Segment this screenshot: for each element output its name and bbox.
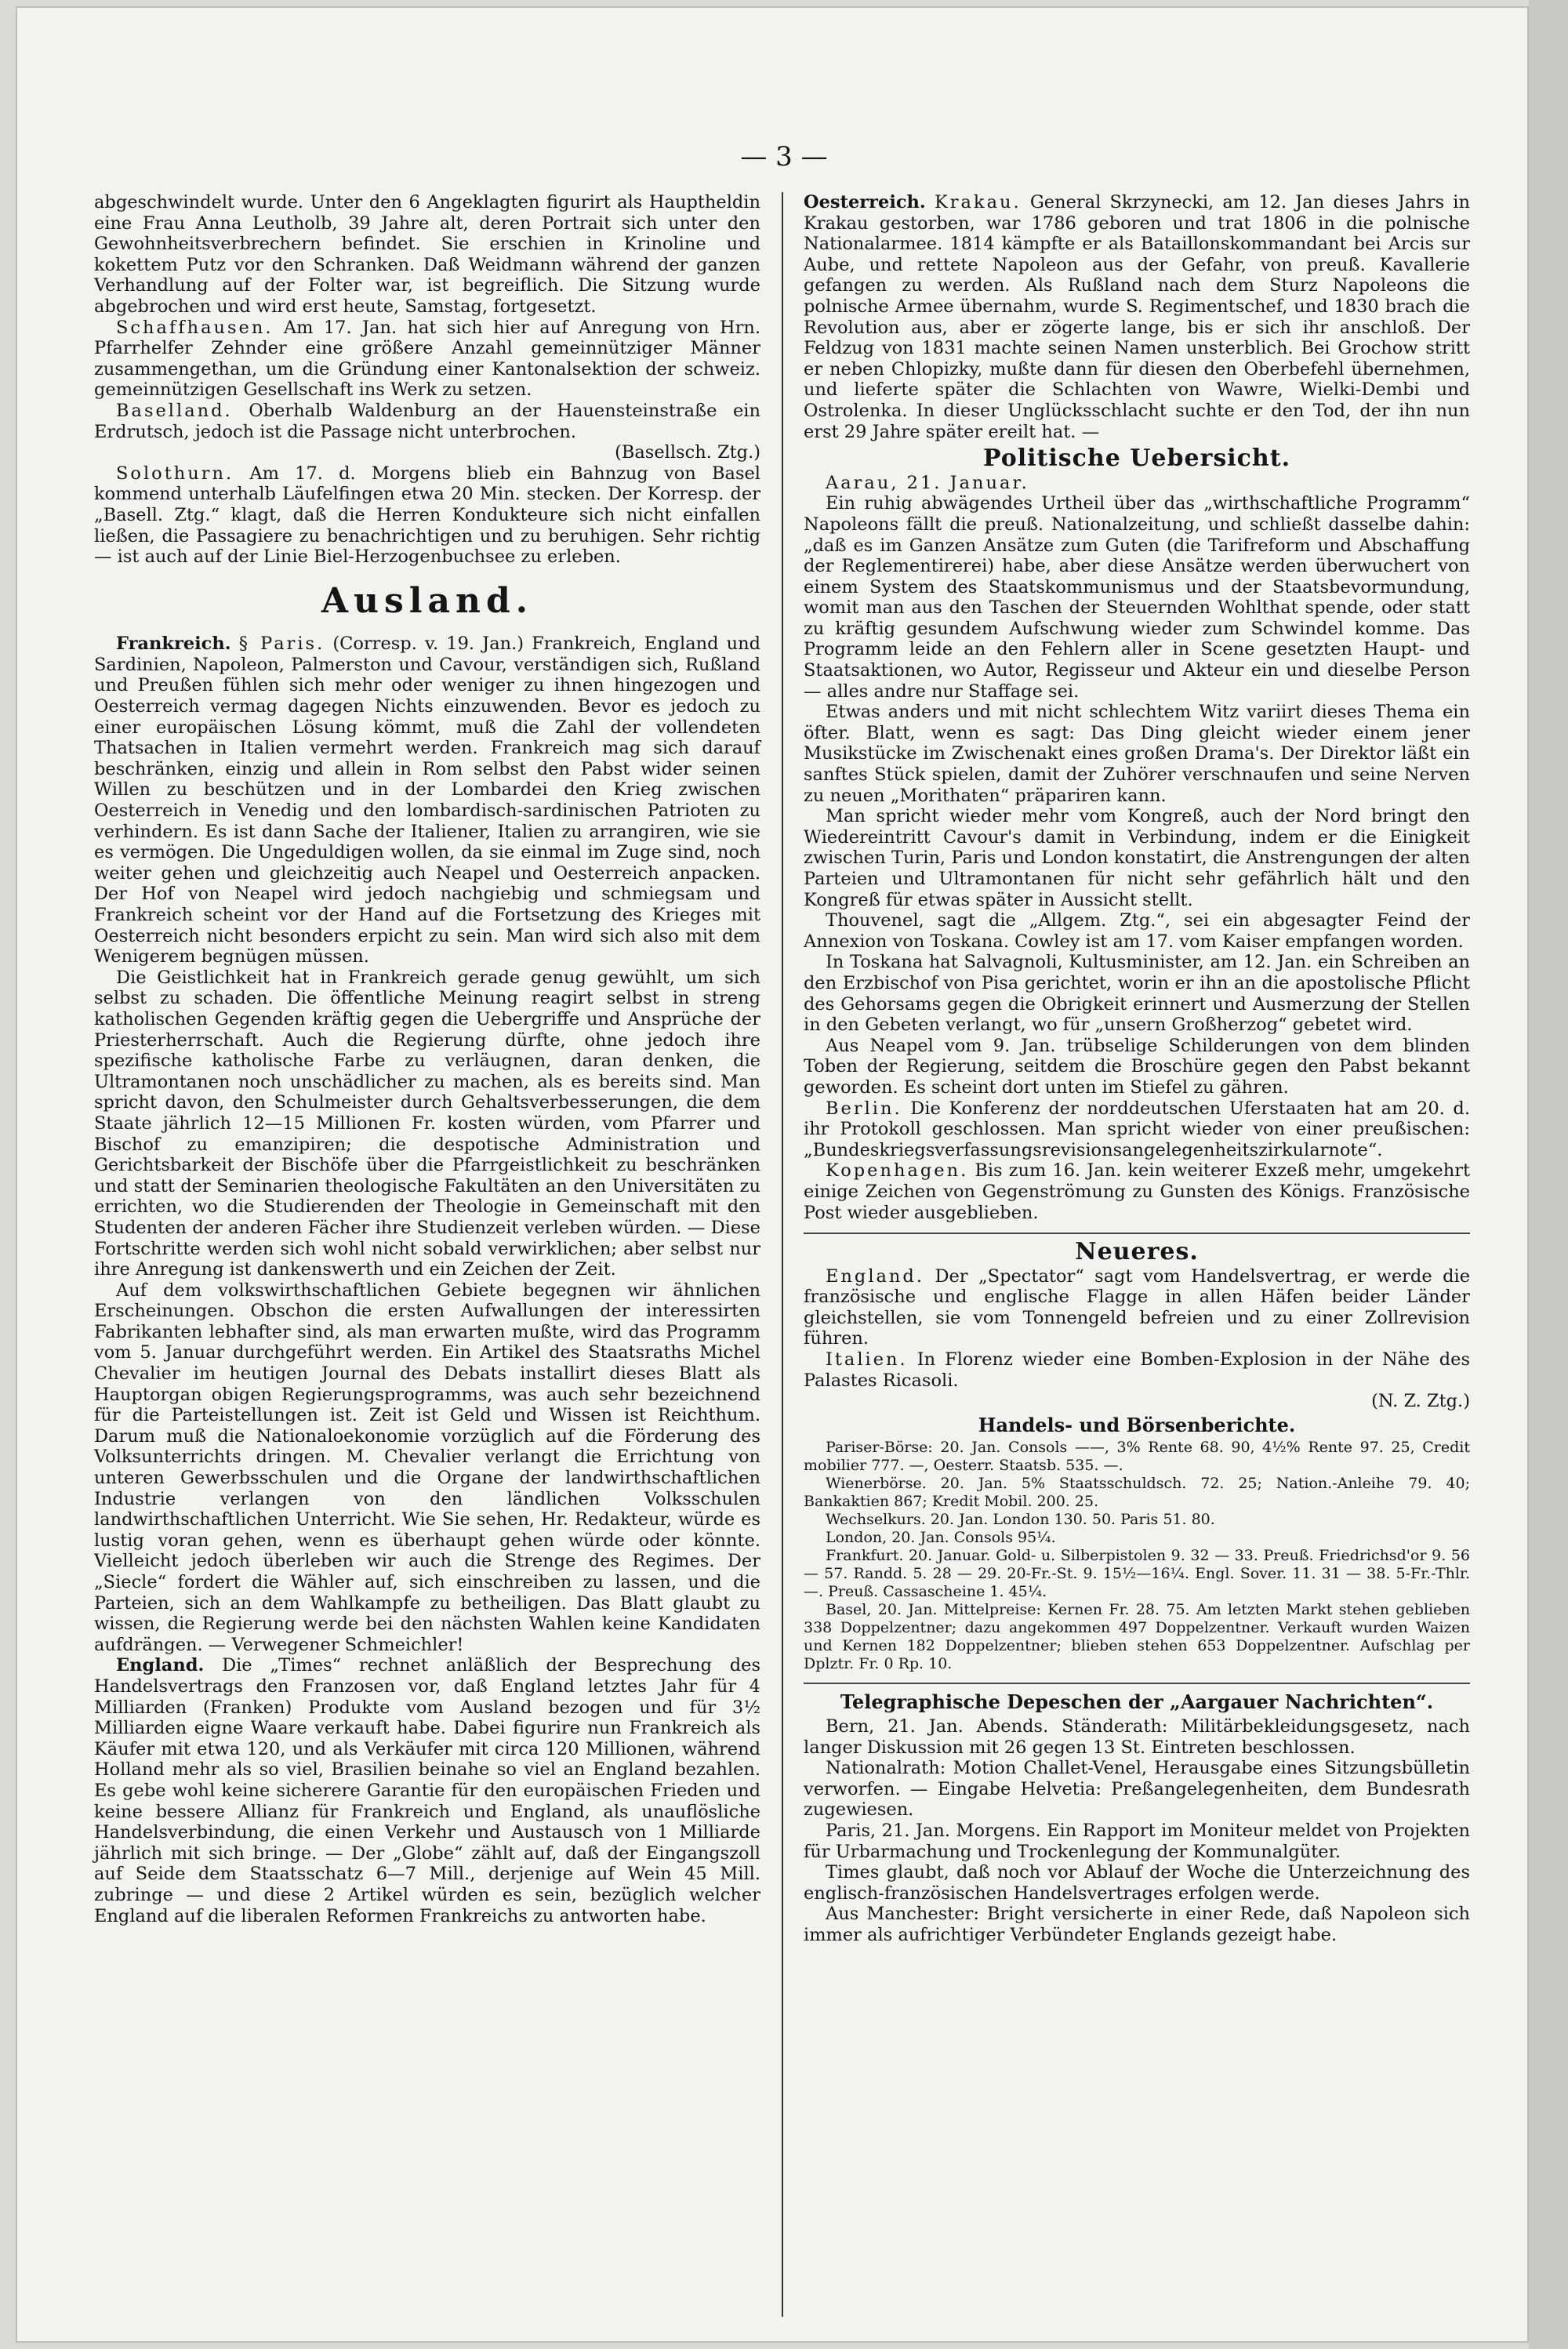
- source-attribution: (Basellsch. Ztg.): [615, 442, 760, 463]
- article-paragraph: Thouvenel, sagt die „Allgem. Ztg.“, sei ein abgesagter Feind der Annexion von Toskana. Cowley ist am 17. vom Kaiser empfangen worden.: [804, 910, 1470, 952]
- telegram: Aus Manchester: Bright versicherte in einer Rede, daß Napoleon sich immer als aufrichtiger Verbündeter Englands gezeigt habe.: [804, 1904, 1470, 1945]
- article-neu-england: [804, 1266, 1470, 1349]
- article-text: Am 17. Jan. hat sich hier auf Anregung von Hrn. Pfarrhelfer Zehnder eine größere Anzahl gemeinnütziger Männer zusammengethan, um die Gründung einer Kantonalsektion der schweiz. gemeinnützigen Gesellschaft ins Werk zu setzen.: [94, 317, 761, 401]
- market-report-frankfurt: Frankfurt. 20. Januar. Gold- u. Silberpistolen 9. 32 — 33. Preuß. Friedrichsd'or 9. 56 — 57. Randd. 5. 28 — 29. 20-Fr.-St. 9. 15½—16¼. Engl. Sover. 11. 31 — 38. 5-Fr.-Thlr. —. Preuß. Cassascheine 1. 45¼.: [804, 1547, 1470, 1601]
- article-schaffhausen: [94, 318, 760, 401]
- article-solothurn: [94, 463, 760, 568]
- market-report-wien: Wienerbörse. 20. Jan. 5% Staatsschuldsch. 72. 25; Nation.-Anleihe 79. 40; Bankaktien 867; Kredit Mobil. 200. 25.: [804, 1475, 1470, 1511]
- section-heading-politische: Politische Uebersicht.: [982, 445, 1291, 473]
- market-report-wechsel: Wechselkurs. 20. Jan. London 130. 50. Paris 51. 80.: [826, 1511, 1215, 1529]
- article-text: Die Konferenz der norddeutschen Uferstaaten hat am 20. d. ihr Protokoll geschlossen. Man spricht wieder von einer preußischen: „Bundeskriegsverfassungsrevisionsangelegenheitszirkularnote“.: [804, 1098, 1470, 1160]
- article-kopenhagen: [804, 1160, 1470, 1223]
- article-paragraph: Ein ruhig abwägendes Urtheil über das „wirthschaftliche Programm“ Napoleons fällt die preuß. Nationalzeitung, und schließt dasselbe dahin: „daß es im Ganzen Ansätze zum Guten (die Tarifreform und Abschaffung der Reglementirerei) habe, aber diese Ansätze werden überwuchert von einem System des Staatskommunismus und der Staatsbevormundung, womit man aus den Taschen der Steuernden Wohlthat spende, oder statt zu kräftig gesundem Aufschwung wieder zum Schwindel komme. Das Programm leide an den Fehlern aller in Scene gesetzten Haupt- und Staatsaktionen, wo Autor, Regisseur und Akteur ein und dieselbe Person — alles andre nur Staffage sei.: [804, 493, 1470, 702]
- right-column: [804, 192, 1470, 1946]
- section-heading-ausland: Ausland.: [321, 580, 534, 621]
- article-text: Der „Spectator“ sagt vom Handelsvertrag, er werde die französische und englische Flagge in allen Häfen beider Länder gleichstellen, sie vom Tonnengeld befreien und zu einer Zollrevision führen.: [804, 1265, 1471, 1349]
- article-neu-italien: [804, 1349, 1470, 1391]
- article-text: Am 17. d. Morgens blieb ein Bahnzug von Basel kommend unterhalb Läufelfingen etwa 20 Min. stecken. Der Korresp. der „Basell. Ztg.“ klagt, daß die Herren Kondukteure sich nicht einfallen ließen, die Passagiere zu benachrichtigen und zu beruhigen. Sehr richtig — ist auch auf der Linie Biel-Herzogenbuchsee zu erleben.: [94, 463, 761, 568]
- section-divider: [804, 1683, 1470, 1684]
- place-name: Kopenhagen.: [826, 1160, 969, 1182]
- article-paragraph: Auf dem volkswirthschaftlichen Gebiete begegnen wir ähnlichen Erscheinungen. Obschon die ersten Aufwallungen der interessirten Fabrikanten lebhafter sind, als man erwarten mußte, wird das Programm vom 5. Januar durchgeführt werden. Ein Artikel des Staatsraths Michel Chevalier im heutigen Journal des Debats installirt dieses Blatt als Hauptorgan obigen Regierungsprogramms, was auch sehr bezeichnend für die Parteistellungen ist. Zeit ist Geld und Wissen ist Reichthum. Darum muß die Nationaloekonomie vorzüglich auf die Förderung des Volksunterrichts dringen. M. Chevalier verlangt die Errichtung von unteren Gewerbsschulen und die Organe der landwirthschaftlichen Industrie verlangen von den ländlichen Volksschulen landwirthschaftlichen Unterricht. Wie Sie sehen, Hr. Redakteur, würde es lustig voran gehen, wenn es überhaupt gehen würde oder könnte. Vielleicht jedoch überleben wir auch die Strenge des Regimes. Der „Siecle“ fordert die Wähler auf, sich einschreiben zu lassen, und die Parteien, sich an dem Wahlkampfe zu betheiligen. Das Blatt glaubt zu wissen, die Regierung werde bei den nächsten Wahlen keine Kandidaten aufdrängen. — Verwegener Schmeichler!: [94, 1280, 760, 1655]
- article-berlin: [804, 1098, 1470, 1161]
- telegram: Bern, 21. Jan. Abends. Ständerath: Militärbekleidungsgesetz, nach langer Diskussion mit 26 gegen 13 St. Eintreten beschlossen.: [804, 1716, 1470, 1758]
- place-name: Baselland.: [116, 400, 233, 421]
- article-oesterreich: [804, 192, 1470, 442]
- telegram: Times glaubt, daß noch vor Ablauf der Woche die Unterzeichnung des englisch-französischen Handelsvertrages erfolgen werde.: [804, 1862, 1470, 1904]
- place-name: Krakau.: [934, 192, 1022, 212]
- place-name: Schaffhausen.: [116, 317, 274, 338]
- article-paragraph: Man spricht wieder mehr vom Kongreß, auch der Nord bringt den Wiedereintritt Cavour's damit in Verbindung, indem er die Einigkeit zwischen Turin, Paris und London konstatirt, die Anstrengungen der alten Parteien und Ultramontanen für nicht sehr gefährlich hält und den Kongreß für etwas später in Aussicht stellt.: [804, 806, 1470, 910]
- left-column: [94, 192, 760, 1926]
- newspaper-page: [94, 141, 1474, 2325]
- article-paragraph: In Toskana hat Salvagnoli, Kultusminister, am 12. Jan. ein Schreiben an den Erzbischof von Pisa gerichtet, worin er ihn an die apostolische Pflicht des Gehorsams gegen die Obrigkeit erinnert und Ausmerzung der Stellen in den Gebeten verlangt, wo für „unsern Großherzog“ gebetet wird.: [804, 952, 1470, 1036]
- article-baselland: [94, 401, 760, 442]
- article-paragraph: Die Geistlichkeit hat in Frankreich gerade genug gewühlt, um sich selbst zu schaden. Die öffentliche Meinung reagirt selbst in streng katholischen Gegenden kräftig gegen die Uebergriffe und Ansprüche der Priesterherrschaft. Auch die Regierung dürfte, ohne jedoch ihre spezifische katholische Farbe zu verläugnen, daran denken, die Ultramontanen noch unschädlicher zu machen, als es bereits sind. Man spricht davon, den Schulmeister durch Gehaltsverbesserungen, die dem Staate jährlich 12—15 Millionen Fr. kosten würden, vom Pfarrer und Bischof zu emanzipiren; die despotische Administration und Gerichtsbarkeit der Bischöfe über die Pfarrgeistlichkeit zu beschränken und statt der Seminarien theologische Fakultäten an den Universitäten zu errichten, wo die Studierenden der Theologie in Gemeinschaft mit den Studenten der anderen Fächer ihre Studienzeit verleben würden. — Diese Fortschritte werden sich wohl nicht sobald verwirklichen; aber selbst nur ihre Anregung ist dankenswerth und ein Zeichen der Zeit.: [94, 967, 760, 1280]
- article-text: General Skrzynecki, am 12. Jan dieses Jahrs in Krakau gestorben, war 1786 geboren und trat 1806 in die polnische Nationalarmee. 1814 kämpfte er als Bataillonskommandant bei Arcis sur Aube, und rettete Napoleon aus der Gefahr, von preuß. Kavallerie gefangen zu werden. Als Rußland nach dem Sturz Napoleons die polnische Armee übernahm, wurde S. Regimentschef, und 1830 brach die Revolution aus, aber er zögerte lange, bis er sich ihr anschloß. Der Feldzug von 1831 machte seinen Namen unsterblich. Bei Grochow stritt er neben Chlopizky, mußte dann für diesen den Oberbefehl übernehmen, und lieferte später die Schlachten von Wawre, Wielki-Dembi und Ostrolenka. In dieser Unglücksschlacht suchte er den Tod, der ihn nun erst 29 Jahre später ereilt hat. —: [804, 192, 1470, 442]
- article-england: [94, 1655, 760, 1926]
- article-frankreich: [94, 634, 760, 968]
- section-heading-telegraph: Telegraphische Depeschen der „Aargauer Nachrichten“.: [840, 1690, 1434, 1714]
- article-paragraph: abgeschwindelt wurde. Unter den 6 Angeklagten figurirt als Hauptheldin eine Frau Anna Leutholb, 39 Jahre alt, deren Portrait sich unter den Gewohnheitsverbrechern befindet. Sie erschien in Krinoline und kokettem Putz vor den Schranken. Daß Weidmann während der ganzen Verhandlung auf der Folter war, ist begreiflich. Die Sitzung wurde abgebrochen und wird erst heute, Samstag, fortgesetzt.: [94, 192, 760, 317]
- dateline: Aarau, 21. Januar.: [826, 472, 1029, 493]
- country-name: Oesterreich.: [804, 192, 926, 212]
- article-paragraph: Etwas anders und mit nicht schlechtem Witz variirt dieses Thema ein öfter. Blatt, wenn es sagt: Das Ding gleicht wieder einem jener Musikstücke im Zwischenakt eines großen Drama's. Der Direktor läßt ein sanftes Stück spielen, damit der Zuhörer verschnaufen und seine Nerven zu neuen „Morithaten“ präpariren kann.: [804, 702, 1470, 806]
- place-name: Berlin.: [826, 1098, 902, 1119]
- page-edge: [1529, 0, 1568, 2349]
- article-text: Bis zum 16. Jan. kein weiterer Exzeß mehr, umgekehrt einige Zeichen von Gegenströmung zu Gunsten des Königs. Französische Post wieder ausgeblieben.: [804, 1160, 1470, 1223]
- section-heading-handel: Handels- und Börsenberichte.: [978, 1413, 1296, 1436]
- place-name: § Paris.: [238, 634, 325, 655]
- article-text: In Florenz wieder eine Bomben-Explosion in der Nähe des Palastes Ricasoli.: [804, 1349, 1470, 1391]
- section-divider: [804, 1233, 1470, 1234]
- article-text: Die „Times“ rechnet anläßlich der Besprechung des Handelsvertrags den Franzosen vor, daß England letztes Jahr für 4 Milliarden (Franken) Produkte vom Ausland bezogen und für 3½ Milliarden eigne Waare verkauft habe. Dabei figurire nun Frankreich als Käufer mit etwa 120, und als Verkäufer mit circa 120 Millionen, während Holland mehr als so viel, Brasilien beinahe so viel an England bezahlen. Es gebe wohl keine sicherere Garantie für den europäischen Frieden und keine bessere Allianz für Frankreich und England, als unauflösliche Handelsverbindung, die einen Verkehr und Austausch von 1 Milliarde jährlich mit sich bringe. — Der „Globe“ zählt auf, daß der Eingangszoll auf Seide dem Staatsschatz 6—7 Mill., derjenige auf Wein 45 Mill. zubringe — und diese 2 Artikel würden es sein, bezüglich welcher England auf die liberalen Reformen Frankreichs zu antworten habe.: [94, 1655, 761, 1926]
- market-report-london: London, 20. Jan. Consols 95¼.: [826, 1529, 1056, 1547]
- place-name: Solothurn.: [116, 463, 234, 484]
- place-name: Italien.: [826, 1349, 908, 1371]
- country-name: England.: [116, 1655, 205, 1676]
- place-name: England.: [826, 1265, 924, 1287]
- article-paragraph: Aus Neapel vom 9. Jan. trübselige Schilderungen von dem blinden Toben der Regierung, seitdem die Broschüre gegen den Pabst bekannt geworden. Es scheint dort unten im Stiefel zu gähren.: [804, 1035, 1470, 1098]
- column-rule: [782, 192, 783, 2317]
- country-name: Frankreich.: [116, 634, 231, 655]
- source-attribution: (N. Z. Ztg.): [1371, 1391, 1470, 1412]
- article-text: (Corresp. v. 19. Jan.) Frankreich, England und Sardinien, Napoleon, Palmerston und Cavour, verständigen sich, Rußland und Preußen fühlen sich mehr oder weniger zu ihnen hingezogen und Oesterreich vermag dagegen Nichts einzuwenden. Bevor es jedoch zu einer europäischen Lösung kömmt, muß die Zahl der vollendeten Thatsachen in Italien vermehrt werden. Frankreich mag sich darauf beschränken, einzig und allein in Rom selbst den Pabst wider seinen Willen zu beschützen und in der Lombardei den Krieg zwischen Oesterreich in Venedig und den lombardisch-sardinischen Patrioten zu verhindern. Es ist dann Sache der Italiener, Italien zu arrangiren, wie sie es vermögen. Die Ungeduldigen wollen, da sie einmal im Zuge sind, noch weiter gehen und gleichzeitig auch Neapel und Oesterreich anpacken. Der Hof von Neapel wird jedoch nachgiebig und schmiegsam und Frankreich scheint vor der Hand auf die Fortsetzung des Krieges mit Oesterreich nicht besonders erpicht zu sein. Man wird sich also mit dem Wenigerem begnügen müssen.: [94, 634, 760, 968]
- market-report-paris: Pariser-Börse: 20. Jan. Consols ——, 3% Rente 68. 90, 4½% Rente 97. 25, Credit mobilier 777. —, Oesterr. Staatsb. 535. —.: [804, 1439, 1470, 1475]
- telegram: Paris, 21. Jan. Morgens. Ein Rapport im Moniteur meldet von Projekten für Urbarmachung und Trockenlegung der Kommunalgüter.: [804, 1821, 1470, 1862]
- telegram: Nationalrath: Motion Challet-Venel, Herausgabe eines Sitzungsbülletin verworfen. — Eingabe Helvetia: Preßangelegenheiten, dem Bundesrath zugewiesen.: [804, 1758, 1470, 1821]
- page-number: — 3 —: [740, 141, 828, 172]
- section-heading-neueres: Neueres.: [1075, 1238, 1199, 1266]
- market-report-basel: Basel, 20. Jan. Mittelpreise: Kernen Fr. 28. 75. Am letzten Markt stehen geblieben 338 Doppelzentner; dazu angekommen 497 Doppelzentner. Verkauft wurden Waizen und Kernen 182 Doppelzentner; blieben stehen 653 Doppelzentner. Aufschlag per Dplztr. Fr. 0 Rp. 10.: [804, 1601, 1470, 1673]
- article-text: Oberhalb Waldenburg an der Hauensteinstraße ein Erdrutsch, jedoch ist die Passage nicht unterbrochen.: [94, 400, 760, 442]
